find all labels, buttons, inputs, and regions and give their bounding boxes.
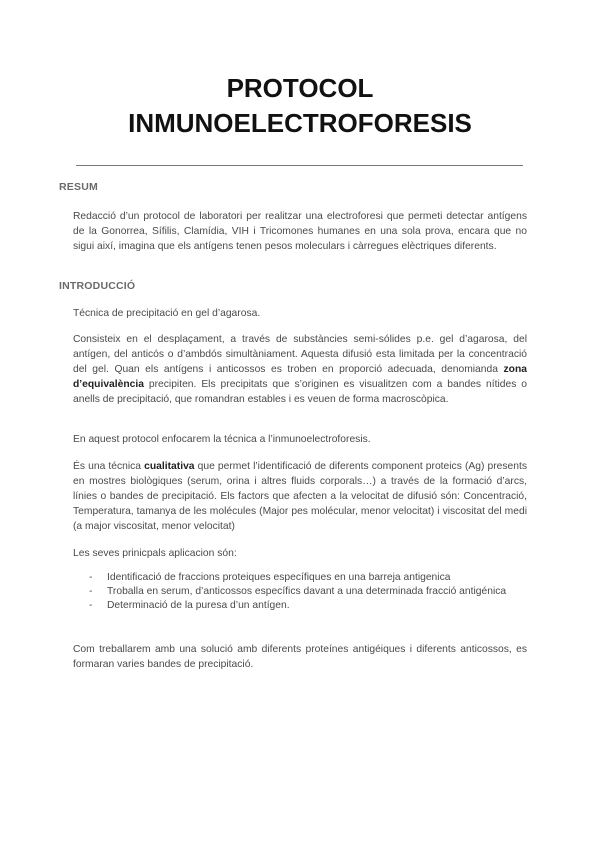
intro-p2-text-a: Consisteix en el desplaçament, a través de substàncies semi-sólides p.e. gel d’agarosa, del antígen, del anticós o d’ambdós simultàniament. Aquesta difusió esta limitada per la concentració del gel. Quan els antígens i anticossos es troben en proporció adecuada, denomianda (73, 334, 527, 375)
list-dash: - (89, 586, 93, 597)
intro-paragraph-3: En aquest protocol enfocarem la técnica a l’inmunoelectroforesis. (73, 434, 371, 445)
list-item (89, 599, 527, 613)
resum-heading: RESUM (59, 181, 98, 193)
list-item (89, 585, 527, 599)
title-line-2: INMUNOELECTROFORESIS (128, 108, 472, 138)
title-divider (76, 165, 523, 166)
list-dash: - (89, 572, 93, 583)
title-line-1: PROTOCOL (226, 73, 374, 103)
applications-list (89, 571, 527, 613)
intro-paragraph-2 (73, 332, 527, 407)
list-item-text: Identificació de fraccions proteiques específiques en una barreja antigenica (107, 572, 451, 583)
intro-p4-text-b: que permet l’identificació de diferents component proteics (Ag) presents en mostres biològiques (serum, orina i altres fluids corporals…) a través de la formació d’arcs, línies o bandes de precipitació. Els factors que afecten a la velocitat de difusió són: Concentració, Temperatura, tamanya de les molécules (Major pes molécular, menor velocitat) i viscositat del medi (a major viscositat, menor velocitat) (73, 461, 528, 532)
list-item-text: Troballa en serum, d’anticossos específics davant a una determinada fracció antigénica (107, 586, 507, 597)
intro-paragraph-6: Com treballarem amb una solució amb diferents proteínes antigéiques i diferents anticossos, es formaran varies bandes de precipitació. (73, 644, 527, 670)
intro-p2-text-b: precipiten. Els precipitats que s’originen es visualitzen com a bandes nítides o anells de precipitació, que romandran estables i es veuen de forma macroscòpica. (73, 379, 527, 405)
list-item (89, 571, 527, 585)
document-title (0, 71, 600, 141)
intro-paragraph-4 (73, 459, 527, 534)
list-item-text: Determinació de la puresa d’un antígen. (107, 600, 290, 611)
intro-p4-text-a: És una técnica (73, 461, 145, 472)
intro-paragraph-1: Técnica de precipitació en gel d’agarosa. (73, 308, 261, 319)
resum-paragraph: Redacció d’un protocol de laboratori per realitzar una electroforesi que permeti detectar antígens de la Gonorrea, Sífilis, Clamídia, VIH i Tricomones humanes en una sola prova, encara que no sigui així, imagina que els antígens tenen pesos moleculars i càrregues elèctriques diferents. (73, 211, 527, 252)
introduccio-heading: INTRODUCCIÓ (59, 280, 136, 292)
zona-equivalencia-term: zona d’equivalència (73, 364, 527, 390)
list-dash: - (89, 600, 93, 611)
intro-paragraph-5: Les seves prinicpals aplicacion són: (73, 548, 237, 559)
cualitativa-term: cualitativa (144, 461, 195, 472)
